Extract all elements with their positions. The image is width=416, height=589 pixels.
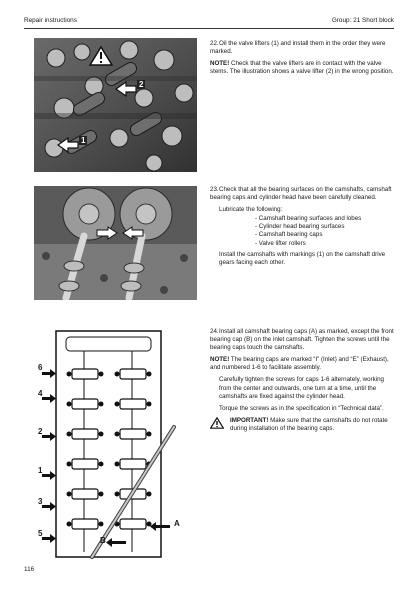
important-note — [210, 417, 395, 433]
cap-label-3: 3 — [38, 497, 43, 506]
warning-marker-icon — [89, 46, 113, 66]
list-item: - Valve lifter rollers — [255, 240, 395, 248]
cap-label-6: 6 — [38, 363, 43, 372]
step-24-note-label: NOTE! — [210, 356, 230, 364]
arrow-marker-2-icon — [114, 80, 138, 98]
cap-label-4: 4 — [38, 389, 43, 398]
page-header — [24, 14, 394, 29]
step-23 — [210, 186, 395, 271]
cap-label-1: 1 — [38, 466, 43, 475]
step-23-install: Install the camshafts with markings (1) on the camshaft drive gears facing each other. — [219, 250, 386, 266]
label-1: 1 — [81, 136, 86, 145]
page-number: 116 — [24, 566, 35, 573]
step-22 — [210, 40, 395, 80]
cap-label-b: B — [100, 536, 106, 545]
lubricate-list — [210, 215, 395, 247]
step-24 — [210, 328, 395, 437]
arrow-marker-left-icon — [96, 226, 118, 240]
step-22-number: 22. — [210, 40, 219, 47]
step-23-number: 23. — [210, 186, 219, 193]
step-24-note-text: The bearing caps are marked “I” (Inlet) and “E” (Exhaust), and numbered 1-6 to facilitate assembly. — [210, 356, 389, 372]
important-label: IMPORTANT! — [230, 416, 269, 424]
step-22-text: Oil the valve lifters (1) and install them in the order they were marked. — [210, 40, 386, 56]
diagram-bearing-caps — [34, 327, 197, 560]
list-item: - Cylinder head bearing surfaces — [255, 223, 395, 231]
step-24-number: 24. — [210, 328, 219, 335]
photo-valve-lifters — [34, 38, 197, 172]
header-left: Repair instructions — [24, 17, 77, 24]
label-2: 2 — [139, 80, 144, 89]
arrow-marker-right-icon — [122, 226, 144, 240]
cap-label-2: 2 — [38, 427, 43, 436]
header-right: Group: 21 Short block — [331, 17, 394, 24]
step-24-tighten: Carefully tighten the screws for caps 1-6 alternately, working from the center and outwards, one turn at a time, until the camshafts are fixed against the cylinder head. — [219, 376, 384, 400]
step-24-torque: Torque the screws as in the specification in “Technical data”. — [219, 404, 384, 412]
step-23-text: Check that all the bearing surfaces on the camshafts, camshaft bearing caps and cylinder head have been carefully cleaned. — [210, 186, 392, 202]
warning-triangle-icon — [210, 417, 224, 429]
list-item: - Camshaft bearing surfaces and lobes — [255, 215, 395, 223]
step-24-text: Install all camshaft bearing caps (A) as marked, except the front bearing cap (B) on the inlet camshaft. Tighten the screws until the bearing caps touch the camshafts. — [210, 328, 394, 352]
list-item: - Camshaft bearing caps — [255, 231, 395, 239]
step-22-note-label: NOTE! — [210, 60, 230, 68]
cap-label-a: A — [174, 519, 180, 528]
step-22-note-text: Check that the valve lifters are in contact with the valve stems. The illustration shows a valve lifter (2) in the wrong position. — [210, 60, 394, 76]
arrow-marker-1-icon — [56, 136, 80, 154]
cap-label-5: 5 — [38, 529, 43, 538]
photo-camshafts — [34, 186, 197, 300]
important-text: Make sure that the camshafts do not rotate during installation of the bearing caps. — [230, 416, 388, 432]
step-23-lubricate: Lubricate the following: — [219, 206, 283, 214]
